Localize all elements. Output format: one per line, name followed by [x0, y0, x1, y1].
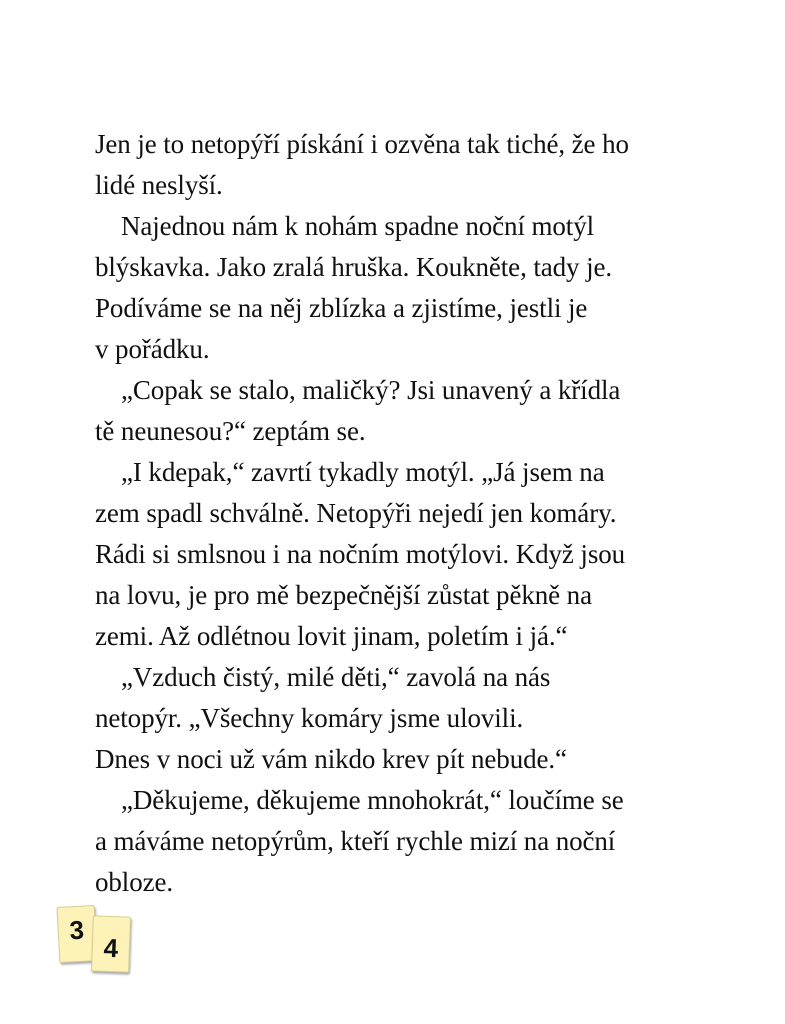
- text-line: Dnes v noci už vám nikdo krev pít nebude.“: [95, 744, 567, 774]
- text-line: blýskavka. Jako zralá hruška. Koukněte, tady je.: [95, 252, 613, 282]
- text-line: zem spadl schválně. Netopýři nejedí jen komáry.: [95, 498, 617, 528]
- text-line: Podíváme se na něj zblízka a zjistíme, jestli je: [95, 293, 588, 323]
- text-line: „Copak se stalo, maličký? Jsi unavený a křídla: [121, 375, 621, 405]
- text-line: netopýr. „Všechny komáry jsme ulovili.: [95, 703, 524, 733]
- text-line: tě neunesou?“ zeptám se.: [95, 416, 366, 446]
- text-line: v pořádku.: [95, 334, 210, 364]
- text-line: na lovu, je pro mě bezpečnější zůstat pěkně na: [95, 580, 592, 610]
- page-number-left: 3: [57, 905, 98, 963]
- story-text: [95, 124, 735, 903]
- text-line: zemi. Až odlétnou lovit jinam, poletím i já.“: [95, 621, 568, 651]
- text-line: „I kdepak,“ zavrtí tykadly motýl. „Já jsem na: [121, 457, 605, 487]
- text-line: „Děkujeme, děkujeme mnohokrát,“ loučíme se: [121, 785, 624, 815]
- page-number-right: 4: [91, 915, 131, 972]
- text-line: lidé neslyší.: [95, 170, 223, 200]
- text-line: „Vzduch čistý, milé děti,“ zavolá na nás: [121, 662, 551, 692]
- text-line: a máváme netopýrům, kteří rychle mizí na noční: [95, 826, 616, 856]
- text-line: obloze.: [95, 867, 174, 897]
- text-line: Najednou nám k nohám spadne noční motýl: [121, 211, 595, 241]
- text-line: Rádi si smlsnou i na nočním motýlovi. Když jsou: [95, 539, 626, 569]
- text-line: Jen je to netopýří pískání i ozvěna tak tiché, že ho: [95, 129, 629, 159]
